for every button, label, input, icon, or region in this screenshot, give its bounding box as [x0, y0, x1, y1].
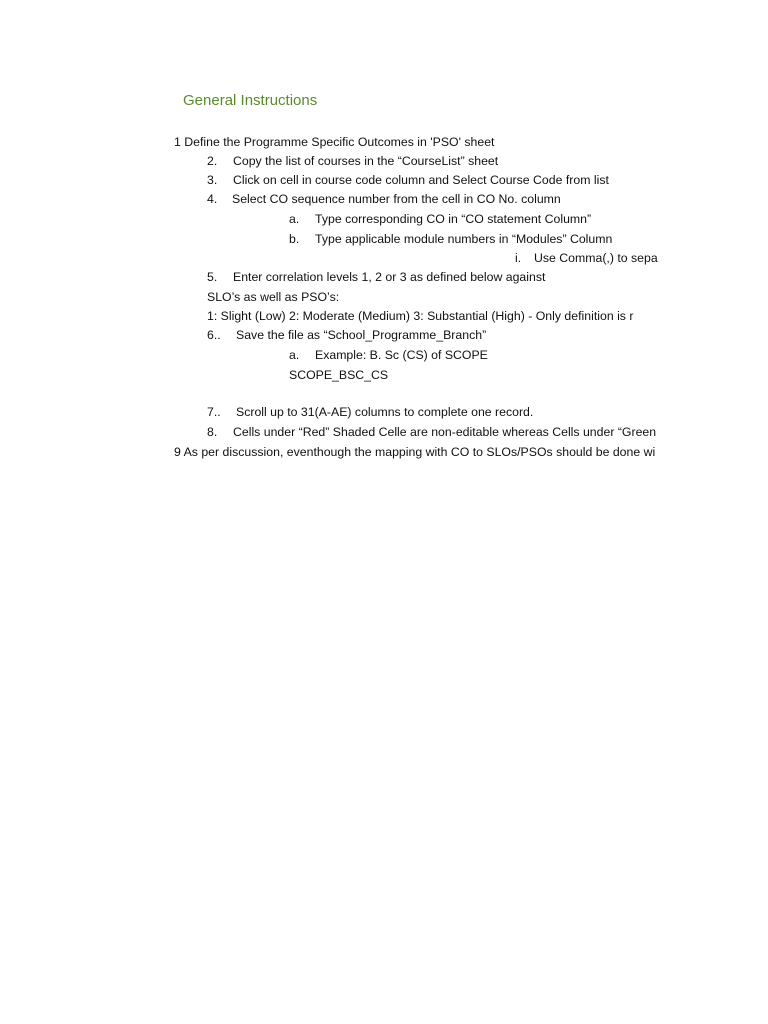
item-number: 4. — [207, 192, 218, 206]
item-text: Copy the list of courses in the “CourseList” sheet — [233, 154, 499, 168]
item-text: SCOPE_BSC_CS — [289, 368, 389, 382]
item-text: Example: B. Sc (CS) of SCOPE — [315, 348, 488, 362]
item-number: 8. — [207, 425, 218, 439]
item-text: 1 Define the Programme Specific Outcomes in 'PSO' sheet — [174, 135, 495, 149]
item-text: 9 As per discussion, eventhough the mapping with CO to SLOs/PSOs should be done wi — [174, 445, 656, 459]
item-number: 3. — [207, 173, 218, 187]
list-item — [207, 153, 498, 169]
item-text: Save the file as “School_Programme_Branch” — [236, 328, 487, 342]
list-item — [207, 269, 545, 285]
list-item — [289, 347, 488, 363]
correlation-levels — [207, 308, 633, 324]
item-text: Type applicable module numbers in “Modules” Column — [315, 232, 613, 246]
list-item — [289, 211, 591, 227]
list-item — [207, 172, 609, 188]
item-text: Click on cell in course code column and Select Course Code from list — [233, 173, 609, 187]
list-item — [515, 250, 658, 266]
list-item — [174, 444, 655, 460]
item-text: 1: Slight (Low) 2: Moderate (Medium) 3: Substantial (High) - Only definition is r — [207, 309, 634, 323]
item-text: Enter correlation levels 1, 2 or 3 as defined below against — [233, 270, 546, 284]
item-number: 2. — [207, 154, 218, 168]
example-value — [289, 367, 388, 383]
item-number: 6.. — [207, 328, 221, 342]
list-item — [289, 231, 612, 247]
item-number: b. — [289, 232, 300, 246]
item-text: Use Comma(,) to sepa — [534, 251, 658, 265]
item-number: a. — [289, 212, 300, 226]
item-text: Scroll up to 31(A-AE) columns to complete one record. — [236, 405, 534, 419]
item-text: Cells under “Red” Shaded Celle are non-editable whereas Cells under “Green — [233, 425, 657, 439]
item-number: i. — [515, 251, 522, 265]
list-item — [207, 191, 561, 207]
item-number: 7.. — [207, 405, 221, 419]
list-item — [174, 134, 494, 150]
item-number: 5. — [207, 270, 218, 284]
item-number: a. — [289, 348, 300, 362]
list-item — [207, 404, 533, 420]
list-item-continuation — [207, 289, 339, 305]
list-item — [207, 424, 656, 440]
item-text: SLO’s as well as PSO’s: — [207, 290, 340, 304]
list-item — [207, 327, 486, 343]
item-text: Type corresponding CO in “CO statement Column” — [315, 212, 592, 226]
page-title: General Instructions — [183, 92, 318, 109]
item-text: Select CO sequence number from the cell in CO No. column — [232, 192, 561, 206]
